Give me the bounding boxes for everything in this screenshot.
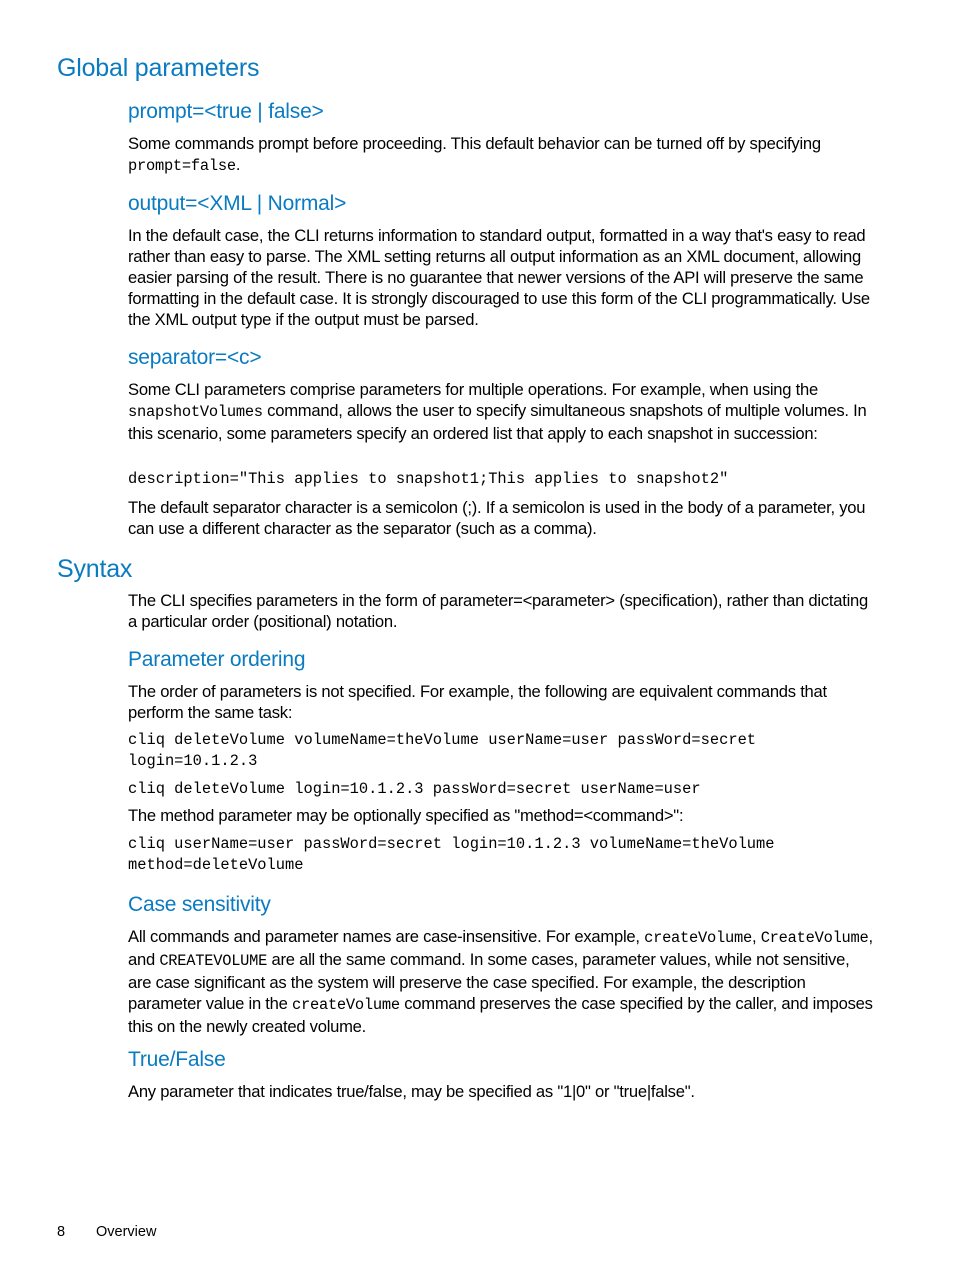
parameter-ordering-code-3: cliq userName=user passWord=secret login=10.1.2.3 volumeName=theVolume method=deleteVolume — [128, 835, 775, 874]
case-sensitivity-paragraph — [128, 926, 873, 1037]
parameter-ordering-code-1: cliq deleteVolume volumeName=theVolume userName=user passWord=secret login=10.1.2.3 — [128, 731, 757, 770]
heading-global-parameters: Global parameters — [57, 54, 260, 82]
case-text-a: All commands and parameter names are case-insensitive. For example, — [128, 927, 640, 946]
case-text-c: , and — [128, 927, 873, 969]
case-code-4: createVolume — [292, 996, 400, 1014]
separator-code-inline: snapshotVolumes — [128, 403, 263, 421]
parameter-ordering-code-2: cliq deleteVolume login=10.1.2.3 passWord=secret userName=user — [128, 780, 701, 798]
case-text-d: are all the same command. In some cases, parameter values, while not sensitive, are case significant as the system will preserve the case specified. For example, the description parameter value in the — [128, 950, 850, 1013]
heading-prompt: prompt=<true | false> — [128, 100, 324, 123]
prompt-end: . — [235, 155, 241, 174]
heading-parameter-ordering: Parameter ordering — [128, 648, 306, 671]
prompt-text: Some commands prompt before proceeding. This default behavior can be turned off by specifying — [128, 134, 821, 153]
case-code-3: CREATEVOLUME — [159, 952, 268, 970]
syntax-intro: The CLI specifies parameters in the form of parameter=<parameter> (specification), rather than dictating a particular order (positional) notation. — [128, 591, 868, 631]
separator-text-b: command, allows the user to specify simultaneous snapshots of multiple volumes. In this scenario, some parameters specify an ordered list that apply to each snapshot in succession: — [128, 401, 867, 443]
prompt-paragraph — [128, 133, 873, 177]
separator-paragraph-2: The default separator character is a semicolon (;). If a semicolon is used in the body of a parameter, you can use a different character as the separator (such as a comma). — [128, 498, 866, 538]
case-code-2: CreateVolume — [760, 929, 869, 947]
separator-code-example: description="This applies to snapshot1;This applies to snapshot2" — [128, 470, 729, 488]
heading-true-false: True/False — [128, 1048, 226, 1071]
true-false-paragraph: Any parameter that indicates true/false, may be specified as "1|0" or "true|false". — [128, 1082, 695, 1101]
heading-case-sensitivity: Case sensitivity — [128, 893, 271, 916]
parameter-ordering-paragraph-2: The method parameter may be optionally specified as "method=<command>": — [128, 806, 684, 825]
parameter-ordering-paragraph: The order of parameters is not specified. For example, the following are equivalent commands that perform the same task: — [128, 682, 827, 722]
prompt-code: prompt=false — [128, 157, 236, 175]
heading-output: output=<XML | Normal> — [128, 192, 347, 215]
case-text-e: command preserves the case specified by the caller, and imposes this on the newly created volume. — [128, 994, 873, 1036]
case-text-b: , — [751, 927, 757, 946]
heading-syntax: Syntax — [57, 555, 133, 583]
footer-page-number: 8 — [57, 1224, 66, 1240]
output-paragraph: In the default case, the CLI returns information to standard output, formatted in a way that's easy to read rather than easy to parse. The XML setting returns all output information as an XML document, allowing easier parsing of the result. There is no guarantee that newer versions of the API will preserve the same formatting in the default case. It is strongly discouraged to use this form of the CLI programmatically. Use the XML output type if the output must be parsed. — [128, 226, 870, 329]
footer-section: Overview — [96, 1224, 157, 1240]
separator-paragraph — [128, 379, 873, 444]
separator-text-a: Some CLI parameters comprise parameters for multiple operations. For example, when using the — [128, 380, 818, 399]
heading-separator: separator=<c> — [128, 346, 262, 369]
case-code-1: createVolume — [644, 929, 752, 947]
